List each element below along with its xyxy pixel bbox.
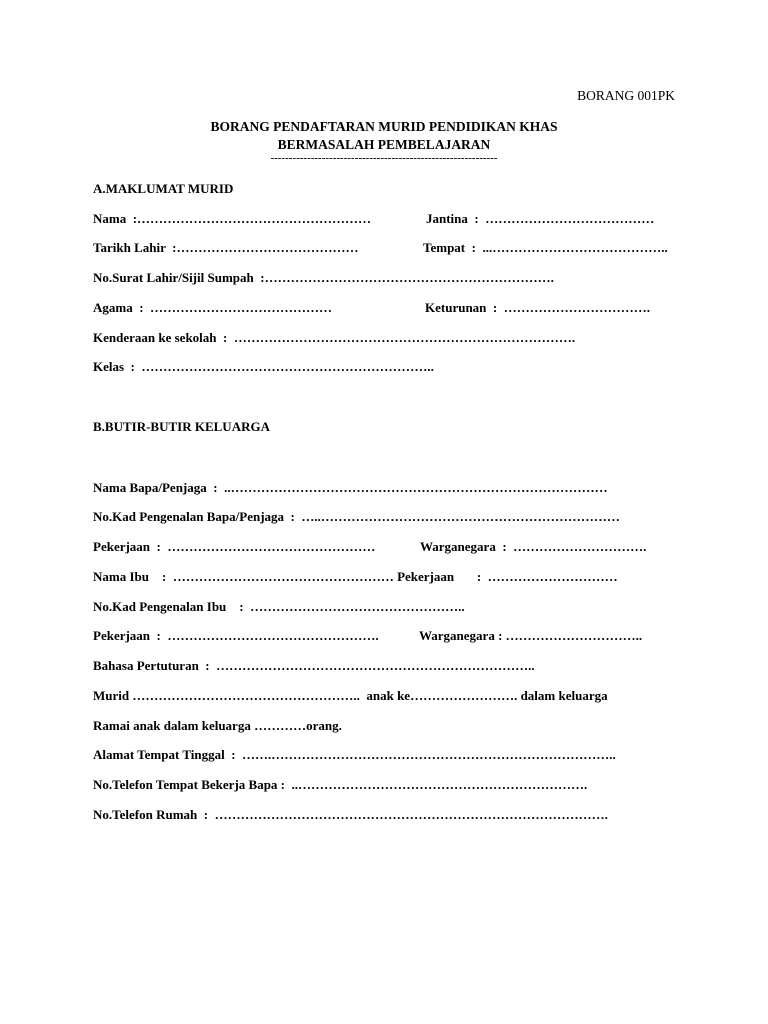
kp-ibu-field[interactable]: No.Kad Pengenalan Ibu : ………………………………………….. (93, 599, 465, 614)
form-title-line2: BERMASALAH PEMBELAJARAN (277, 137, 491, 152)
pekerjaan-bapa-field[interactable]: Pekerjaan : ………………………………………… (93, 539, 376, 554)
tempat-field[interactable]: Tempat : ...………………………………….. (423, 240, 668, 255)
telefon-rumah-field[interactable]: No.Telefon Rumah : ………………………………………………………………………………. (93, 807, 608, 822)
warganegara-ibu-field[interactable]: Warganegara : ………………………….. (419, 628, 643, 643)
form-code: BORANG 001PK (577, 88, 675, 103)
nama-ibu-field[interactable]: Nama Ibu : …………………………………………… Pekerjaan : ………………………… (93, 569, 618, 584)
keturunan-field[interactable]: Keturunan : ……………………………. (425, 300, 650, 315)
kp-bapa-field[interactable]: No.Kad Pengenalan Bapa/Penjaga : …..…………………………………………………………… (93, 509, 620, 524)
alamat-field[interactable]: Alamat Tempat Tinggal : …….…………………………………………………………………….. (93, 747, 616, 762)
pekerjaan-ibu-field[interactable]: Pekerjaan : …………………………………………. (93, 628, 379, 643)
telefon-bapa-field[interactable]: No.Telefon Tempat Bekerja Bapa : ..…………………………………………………………. (93, 777, 588, 792)
section-a-heading: A.MAKLUMAT MURID (93, 181, 234, 196)
tarikh-lahir-field[interactable]: Tarikh Lahir :…………………………………… (93, 240, 359, 255)
nama-field[interactable]: Nama :……………………………………………… (93, 211, 372, 226)
murid-anak-field[interactable]: Murid …………………………………………….. anak ke……………………. dalam keluarga (93, 688, 608, 703)
jantina-field[interactable]: Jantina : ………………………………… (426, 211, 655, 226)
warganegara-bapa-field[interactable]: Warganegara : …………………………. (420, 539, 647, 554)
form-title-line1: BORANG PENDAFTARAN MURID PENDIDIKAN KHAS (210, 119, 558, 134)
nama-bapa-field[interactable]: Nama Bapa/Penjaga : ..…………………………………………………………………………… (93, 480, 608, 495)
title-rule: -------------------------------------------------------------- (270, 152, 498, 164)
ramai-anak-field[interactable]: Ramai anak dalam keluarga …………orang. (93, 718, 342, 733)
bahasa-field[interactable]: Bahasa Pertuturan : ……………………………………………………………….. (93, 658, 535, 673)
section-b-heading: B.BUTIR-BUTIR KELUARGA (93, 419, 270, 434)
surat-lahir-field[interactable]: No.Surat Lahir/Sijil Sumpah :…………………………………………………………. (93, 270, 554, 285)
kelas-field[interactable]: Kelas : ………………………………………………………….. (93, 359, 434, 374)
kenderaan-field[interactable]: Kenderaan ke sekolah : ……………………………………………………………………. (93, 330, 576, 345)
agama-field[interactable]: Agama : …………………………………… (93, 300, 333, 315)
